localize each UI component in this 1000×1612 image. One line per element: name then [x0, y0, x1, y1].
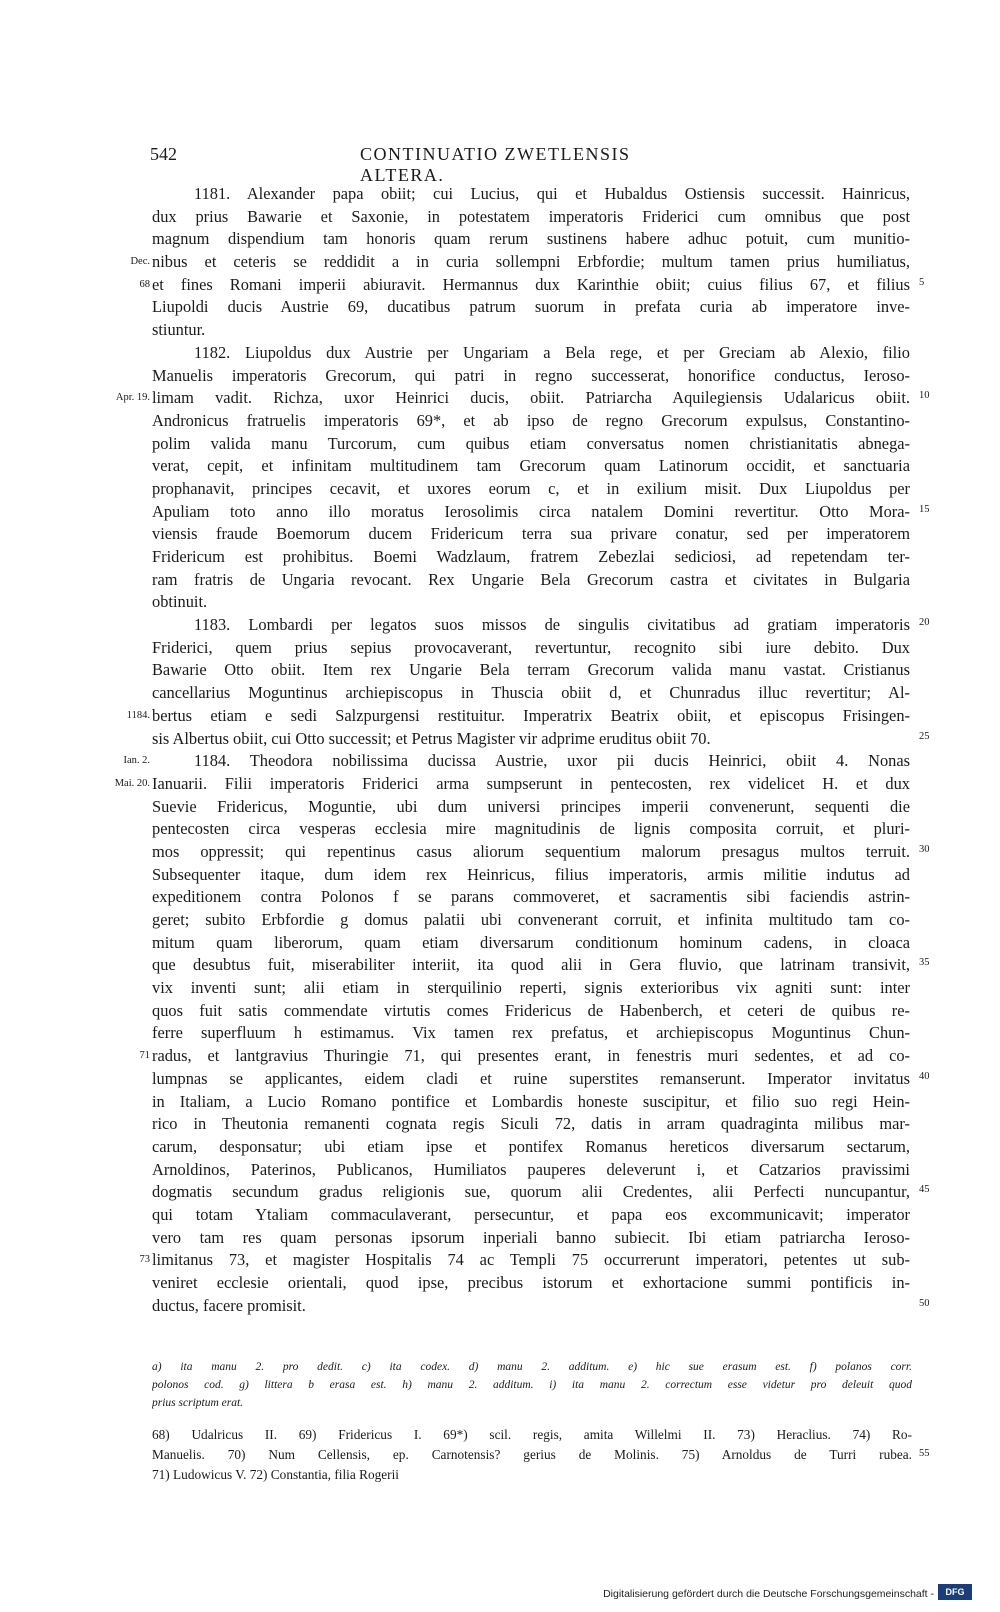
- line-text: viensis fraude Boemorum ducem Fridericum terra sua privare conatur, sed per imperatorem: [152, 524, 910, 544]
- text-line: [0, 614, 1000, 637]
- line-number: 20: [919, 617, 930, 629]
- line-text: Subsequenter itaque, dum idem rex Heinricus, filius imperatoris, armis militie indutus ad: [152, 864, 910, 884]
- text-line: [0, 569, 1000, 592]
- line-text: veniret ecclesie orientali, quod ipse, precibus istorum et exhortacione summi pontificis in-: [152, 1273, 910, 1292]
- line-text: limam vadit. Richza, uxor Heinrici ducis, obiit. Patriarcha Aquilegiensis Udalaricus obiit.: [152, 388, 910, 408]
- line-text: 1183. Lombardi per legatos suos missos de singulis civitatibus ad gratiam imperatoris: [194, 615, 910, 635]
- footnotes-explanatory: [152, 1425, 930, 1485]
- margin-date: Ian. 2.: [123, 755, 150, 767]
- text-line: [0, 1204, 1000, 1227]
- line-text: lumpnas se applicantes, eidem cladi et ruine superstites remanserunt. Imperator invitatus: [152, 1068, 910, 1088]
- page-header: [150, 144, 710, 185]
- footnote-line: polonos cod. g) littera b erasa est. h) manu 2. additum. i) ita manu 2. correctum esse videtur pro deleuit quod: [152, 1379, 912, 1391]
- text-line: [0, 591, 1000, 614]
- text-line: [0, 773, 1000, 796]
- line-text: quos fuit satis commendate virtutis comes Fridericus de Habenberch, et ceteri de quibus re-: [152, 1000, 910, 1020]
- line-text: nibus et ceteris se reddidit a in curia sollempni Erbfordie; multum tamen prius humiliatus,: [152, 252, 910, 272]
- line-text: obtinuit.: [152, 592, 208, 612]
- line-text: mitum quam liberorum, quam etiam diversarum conditionum hominum cadens, in cloaca: [152, 932, 910, 952]
- text-line: [0, 183, 1000, 206]
- digitization-credit: Digitalisierung gefördert durch die Deutsche Forschungsgemeinschaft -: [603, 1588, 934, 1600]
- text-line: [0, 206, 1000, 229]
- line-text: Apuliam toto anno illo moratus Ierosolimis circa natalem Domini revertitur. Otto Mora-: [152, 501, 910, 521]
- text-line: [0, 1113, 1000, 1136]
- line-text: pentecosten circa vesperas ecclesia mire magnitudinis de lignis composita corruit, et pluri-: [152, 819, 910, 839]
- text-line: [0, 365, 1000, 388]
- text-line: [0, 864, 1000, 887]
- line-text: expeditionem contra Polonos f se parans commoveret, et sacramentis sibi faciendis astrin-: [152, 887, 910, 907]
- line-text: cancellarius Moguntinus archiepiscopus in Thuscia obiit d, et Chunradus illuc revertitur; Al-: [152, 683, 910, 703]
- text-line: [0, 478, 1000, 501]
- line-text: rico in Theutonia remanenti cognata regis Siculi 72, datis in arram quadraginta milibus mar-: [152, 1114, 910, 1134]
- page-number: 542: [150, 144, 177, 164]
- line-text: mos oppressit; qui repentinus casus aliorum sequentium malorum presagus multos terruit.: [152, 841, 910, 861]
- line-text: limitanus 73, et magister Hospitalis 74 ac Templi 75 occurrerunt imperatori, petentes ut sub-: [152, 1250, 910, 1270]
- line-text: 1182. Liupoldus dux Austrie per Ungariam a Bela rege, et per Greciam ab Alexio, filio: [194, 342, 910, 362]
- line-text: Suevie Fridericus, Moguntie, ubi dum universi principes imperii convenerunt, sequenti die: [152, 796, 910, 816]
- line-number: 30: [919, 843, 930, 855]
- text-line: [0, 954, 1000, 977]
- line-number: 40: [919, 1070, 930, 1082]
- text-line: [0, 659, 1000, 682]
- text-line: [0, 637, 1000, 660]
- line-text: Manuelis imperatoris Grecorum, qui patri in regno successerat, honorifice conductus, Ieroso-: [152, 365, 910, 385]
- text-line: [0, 886, 1000, 909]
- text-line: [0, 251, 1000, 274]
- footnote-line: a) ita manu 2. pro dedit. c) ita codex. d) manu 2. additum. e) hic sue erasum est. f) polanos corr.: [152, 1361, 912, 1373]
- footnote-line: prius scriptum erat.: [152, 1397, 244, 1409]
- text-line: [0, 818, 1000, 841]
- line-text: ferre superfluum h estimamus. Vix tamen rex prefatus, et archiepiscopus Moguntinus Chun-: [152, 1023, 910, 1043]
- text-line: [0, 682, 1000, 705]
- footnote-line: 71) Ludowicus V. 72) Constantia, filia Rogerii: [152, 1467, 399, 1482]
- text-line: [0, 1091, 1000, 1114]
- text-line: [0, 1272, 1000, 1295]
- text-line: [0, 1181, 1000, 1204]
- line-text: Friderici, quem prius sepius provocaverant, revertuntur, recognito sibi iure debito. Dux: [152, 637, 910, 657]
- line-text: qui totam Ytaliam commaculaverant, persecuntur, et papa eos excommunicavit; imperator: [152, 1204, 910, 1224]
- text-line: [0, 909, 1000, 932]
- line-number: 25: [919, 730, 930, 742]
- line-text: radus, et lantgravius Thuringie 71, qui presentes erant, in fenestris muri sedentes, et ad co-: [152, 1046, 910, 1066]
- line-text: Ianuarii. Filii imperatoris Friderici arma sumpserunt in pentecosten, rex videlicet H. et dux: [152, 773, 910, 793]
- text-line: [0, 1022, 1000, 1045]
- footnotes-textual: [152, 1358, 912, 1412]
- margin-date: Mai. 20.: [114, 777, 150, 789]
- margin-date: 68: [139, 278, 150, 290]
- text-line: [0, 546, 1000, 569]
- line-text: dogmatis secundum gradus religionis sue, quorum alii Credentes, alii Perfecti nuncupantur,: [152, 1182, 910, 1202]
- line-text: 1184. Theodora nobilissima ducissa Austrie, uxor pii ducis Heinrici, obiit 4. Nonas: [194, 751, 910, 771]
- margin-date: Apr. 19.: [115, 392, 150, 404]
- text-line: [0, 228, 1000, 251]
- text-line: [0, 932, 1000, 955]
- line-text: sis Albertus obiit, cui Otto successit; et Petrus Magister vir adprime eruditus obiit 70.: [152, 728, 711, 748]
- text-line: [0, 455, 1000, 478]
- line-text: Andronicus fratruelis imperatoris 69*, et ab ipso de regno Grecorum expulsus, Constantino-: [152, 410, 910, 430]
- text-line: [0, 1068, 1000, 1091]
- line-text: in Italiam, a Lucio Romano pontifice et Lombardis honeste suscipitur, et filio suo regi Hein-: [152, 1091, 910, 1111]
- text-line: [0, 319, 1000, 342]
- line-text: Bawarie Otto obiit. Item rex Ungarie Bela terram Grecorum valida manu vastat. Cristianus: [152, 660, 910, 680]
- line-text: verat, cepit, et infinitam multitudinem tam Grecorum quam Latinorum occidit, et sanctuaria: [152, 456, 910, 476]
- margin-date: 1184.: [126, 709, 150, 721]
- text-line: [0, 387, 1000, 410]
- footnote-line: Manuelis. 70) Num Cellensis, ep. Carnotensis? gerius de Molinis. 75) Arnoldus de Turri rubea.: [152, 1447, 912, 1462]
- line-number: 35: [919, 957, 930, 969]
- text-line: [0, 433, 1000, 456]
- text-line: [0, 750, 1000, 773]
- line-text: bertus etiam e sedi Salzpurgensi restituitur. Imperatrix Beatrix obiit, et episcopus Frisingen-: [152, 705, 910, 725]
- main-text: [0, 183, 1000, 1317]
- line-text: stiuntur.: [152, 320, 206, 340]
- line-text: Fridericum est prohibitus. Boemi Wadzlaum, fratrem Zebezlai sediciosi, ad repetendam ter-: [152, 547, 910, 566]
- line-text: prophanavit, principes cecavit, et uxores eorum c, et in exilium misit. Dux Liupoldus per: [152, 478, 910, 498]
- line-text: ram fratris de Ungaria revocant. Rex Ungarie Bela Grecorum castra et civitates in Bulgaria: [152, 569, 910, 589]
- line-number: 15: [919, 503, 930, 515]
- line-text: 1181. Alexander papa obiit; cui Lucius, qui et Hubaldus Ostiensis successit. Hainricus,: [194, 184, 910, 203]
- line-number: 45: [919, 1184, 930, 1196]
- text-line: [0, 1249, 1000, 1272]
- text-line: [0, 977, 1000, 1000]
- text-line: [0, 796, 1000, 819]
- text-line: [0, 523, 1000, 546]
- line-text: vero tam res quam personas ipsorum inperiali banno subiecit. Ibi etiam patriarcha Ieroso-: [152, 1227, 910, 1247]
- line-text: geret; subito Erbfordie g domus palatii ubi convenerant corruit, et infinita multitudo tam co-: [152, 910, 910, 929]
- line-text: ductus, facere promisit.: [152, 1295, 306, 1315]
- text-line: [0, 705, 1000, 728]
- footnote-line: 68) Udalricus II. 69) Fridericus I. 69*) scil. regis, amita Willelmi II. 73) Heraclius. 74) Ro-: [152, 1427, 912, 1442]
- running-title: CONTINUATIO ZWETLENSIS ALTERA.: [360, 144, 631, 185]
- line-number: 10: [919, 390, 930, 402]
- text-line: [0, 296, 1000, 319]
- line-text: carum, desponsatur; ubi etiam ipse et pontifex Romanus hereticos diversarum sectarum,: [152, 1136, 910, 1156]
- margin-date: Dec.: [130, 256, 150, 268]
- text-line: [0, 1045, 1000, 1068]
- text-line: [0, 342, 1000, 365]
- margin-date: 71: [139, 1050, 150, 1062]
- text-line: [0, 728, 1000, 751]
- line-text: polim valida manu Turcorum, cum quibus etiam conversatus nomen christianitatis abnega-: [152, 433, 910, 453]
- line-text: que desubtus fuit, miserabiliter interiit, ita quod alii in Gera fluvio, que latrinam transivit,: [152, 955, 910, 975]
- line-text: Liupoldi ducis Austrie 69, ducatibus patrum suorum in prefata curia ab imperatore inve-: [152, 297, 910, 317]
- text-line: [0, 1159, 1000, 1182]
- line-number: 50: [919, 1297, 930, 1309]
- margin-date: 73: [139, 1254, 150, 1266]
- text-line: [0, 1136, 1000, 1159]
- line-text: Arnoldinos, Paterinos, Publicanos, Humiliatos pauperes deleverunt i, et Catzarios pravissimi: [152, 1159, 910, 1179]
- text-line: [0, 1295, 1000, 1318]
- line-text: vix inventi sunt; alii etiam in sterquilinio reperti, signis exterioribus vix agniti sunt: inter: [152, 978, 910, 998]
- line-text: et fines Romani imperii abiuravit. Hermannus dux Karinthie obiit; cuius filius 67, et filius: [152, 274, 910, 294]
- dfg-logo: DFG: [938, 1584, 972, 1600]
- text-line: [0, 1000, 1000, 1023]
- line-text: magnum dispendium tam honoris quam rerum sustinens habere adhuc potuit, cum munitio-: [152, 229, 910, 249]
- text-line: [0, 841, 1000, 864]
- line-number: 55: [919, 1448, 930, 1459]
- text-line: [0, 501, 1000, 524]
- text-line: [0, 410, 1000, 433]
- line-number: 5: [919, 276, 925, 288]
- text-line: [0, 1227, 1000, 1250]
- text-line: [0, 274, 1000, 297]
- line-text: dux prius Bawarie et Saxonie, in potestatem imperatoris Friderici cum omnibus que post: [152, 206, 910, 226]
